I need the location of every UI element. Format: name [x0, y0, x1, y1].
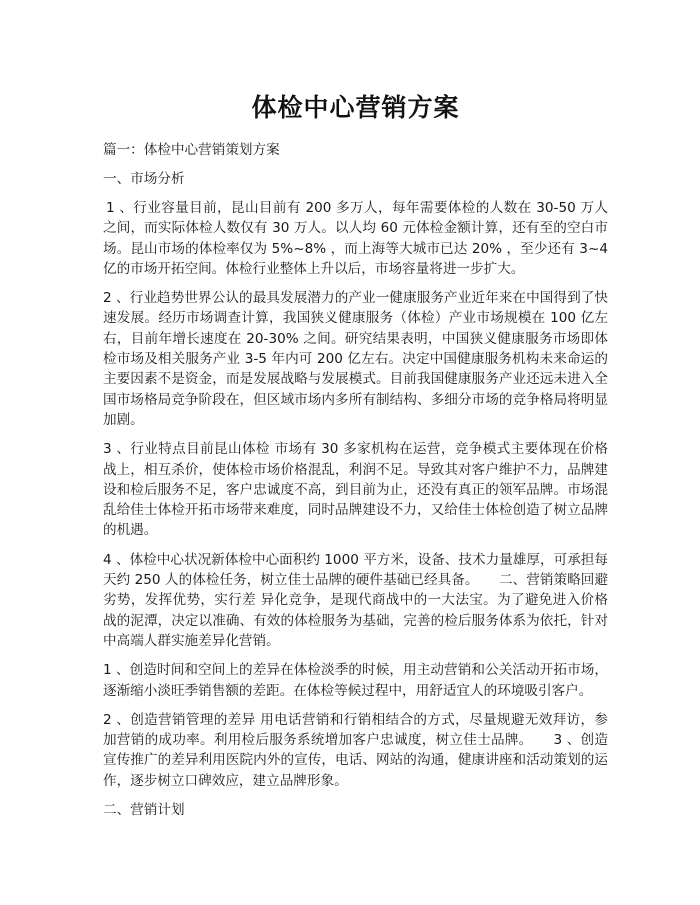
paragraph-industry-capacity: 1 、行业容量目前，昆山目前有 200 多万人，每年需要体检的人数在 30-50 万人之间，而实际体检人数仅有 30 万人。以人均 60 元体检金额计算，还有至的空白市场。昆山市场的体检率仅为 5%~8% ，而上海等大城市已达 20% ，至少还有 3~4 亿的市场开拓空间。体检行业整体上升以后，市场容量将进一步扩大。: [103, 200, 608, 277]
paragraph-industry-features: 3 、行业特点目前昆山体检 市场有 30 多家机构在运营，竞争模式主要体现在价格战上，相互杀价，使体检市场价格混乱，利润不足。导致其对客户维护不力，品牌建设和检后服务不足，客户忠诚度不高，到目前为止，还没有真正的领军品牌。市场混乱给佳士体检开拓市场带来难度，同时品牌建设不力，又给佳士体检创造了树立品牌的机遇。: [103, 441, 608, 539]
paragraph-industry-trend: 2 、行业趋势世界公认的最具发展潜力的产业一健康服务产业近年来在中国得到了快速发展。经历市场调查计算，我国狭义健康服务（体检）产业市场规模在 100 亿左右，目前年增长速度在 20-30% 之间。研究结果表明，中国狭义健康服务市场即体检市场及相关服务产业 3-5 年内可 200 亿左右。决定中国健康服务机构未来命运的主要因素不是资金，而是发展战略与发展模式。目前我国健康服务产业还远未进入全国市场格局竞争阶段在，但区域市场内多所有制结构、多细分市场的竞争格局将明显加剧。: [103, 290, 608, 428]
document-subtitle: 篇一：体检中心营销策划方案: [103, 142, 280, 158]
section-heading-market-analysis: 一、市场分析: [103, 171, 185, 187]
paragraph-time-space-difference: 1 、创造时间和空间上的差异在体检淡季的时候，用主动营销和公关活动开拓市场，逐渐缩小淡旺季销售额的差距。在体检等候过程中，用舒适宜人的环境吸引客户。: [103, 662, 608, 699]
section-heading-marketing-plan: 二、营销计划: [103, 802, 185, 819]
paragraph-management-and-promotion: 2 、创造营销管理的差异 用电话营销和行销相结合的方式，尽量规避无效拜访，参加营销的成功率。利用检后服务系统增加客户忠诚度，树立佳士品牌。 3 、创造宣传推广的差异利用医院内外的宣传，电话、网站的沟通，健康讲座和活动策划的运作，逐步树立口碑效应，建立品牌形象。: [103, 711, 608, 789]
paragraph-center-status-and-strategy: 4 、体检中心状况新体检中心面积约 1000 平方米，设备、技术力量雄厚，可承担每天约 250 人的体检任务，树立佳士品牌的硬件基础已经具备。 二、营销策略回避劣势，发挥优势，实行差 异化竞争，是现代商战中的一大法宝。为了避免进入价格战的泥潭，决定以准确、有效的体检服务为基础，完善的检后服务体系为依托，针对中高端人群实施差异化营销。: [103, 551, 608, 649]
document-title: 体检中心营销方案: [251, 93, 460, 122]
